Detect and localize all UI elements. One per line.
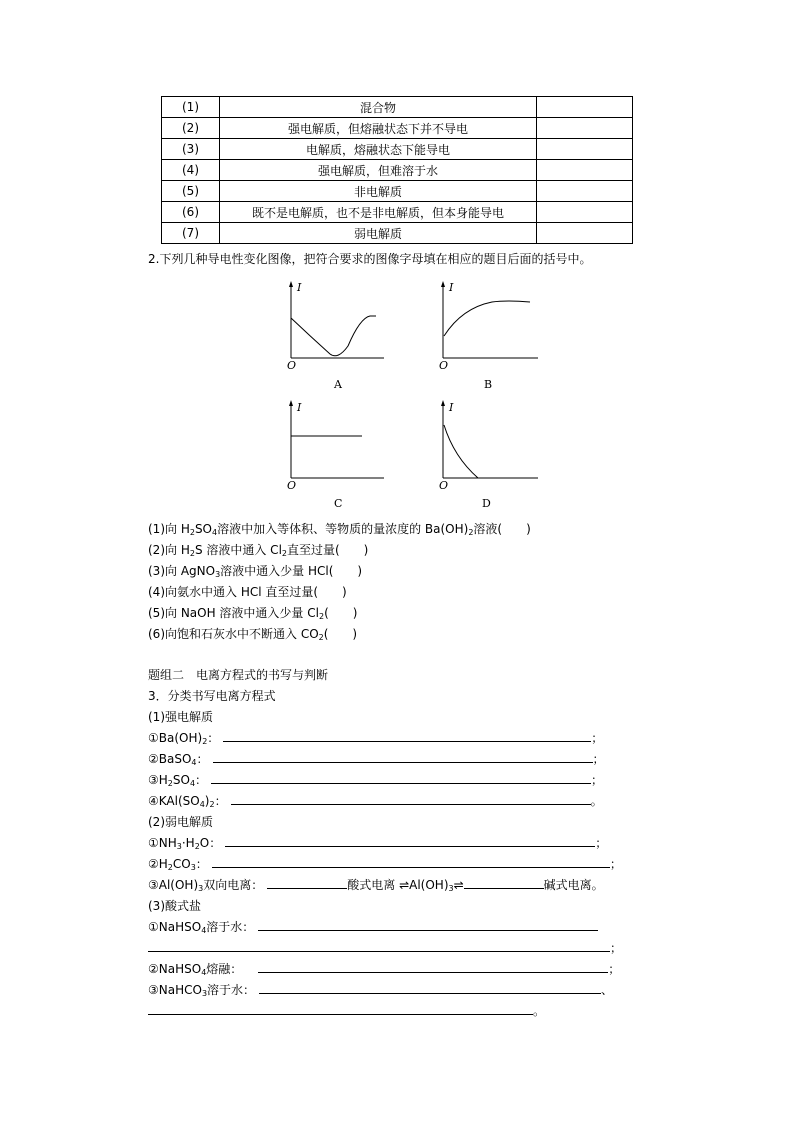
origin-label: O <box>439 359 449 372</box>
origin-label: O <box>439 479 449 492</box>
y-arrow-icon <box>441 281 445 287</box>
axis-i-label: I <box>449 281 454 294</box>
row-number: (5) <box>162 181 220 202</box>
table-row <box>162 160 633 181</box>
acid-salt-heading: (3)酸式盐 <box>148 899 201 913</box>
strong-item-4: $④KAl(SO_4)_2$： 。 <box>148 794 603 809</box>
electrolyte-table <box>161 96 633 244</box>
strong-electrolyte-heading: (1)强电解质 <box>148 710 213 724</box>
row-number: (6) <box>162 202 220 223</box>
acid-salt-item-2: ②NaHSO$_4$熔融： ； <box>148 962 621 977</box>
y-arrow-icon <box>289 281 293 287</box>
answer-blank[interactable] <box>258 918 598 931</box>
table-row <box>162 202 633 223</box>
answer-blank[interactable] <box>464 876 544 889</box>
table-row <box>162 139 633 160</box>
acid-salt-item-3: ③NaHCO$_3$溶于水： 、 <box>148 983 614 998</box>
q2-item-3: (3)向 AgNO$_3$溶液中通入少量 HCl( ) <box>148 564 363 579</box>
y-arrow-icon <box>289 400 293 406</box>
origin-label: O <box>287 479 297 492</box>
row-description: 既不是电解质，也不是非电解质，但本身能导电 <box>220 202 537 223</box>
axis-i-label: I <box>297 281 302 294</box>
row-number: (4) <box>162 160 220 181</box>
graph-a-label: A <box>334 378 342 390</box>
answer-blank[interactable] <box>213 750 593 763</box>
row-number: (7) <box>162 223 220 244</box>
row-number: (3) <box>162 139 220 160</box>
answer-cell[interactable] <box>537 97 633 118</box>
graph-b-curve <box>444 301 530 336</box>
weak-electrolyte-heading: (2)弱电解质 <box>148 815 213 829</box>
answer-blank[interactable] <box>148 1002 533 1015</box>
graph-a <box>280 278 390 390</box>
graph-a-curve <box>291 316 376 356</box>
row-description: 弱电解质 <box>220 223 537 244</box>
answer-blank[interactable] <box>231 792 591 805</box>
row-description: 非电解质 <box>220 181 537 202</box>
graph-d <box>432 397 544 509</box>
graph-b-label: B <box>484 378 493 390</box>
table-row <box>162 118 633 139</box>
strong-item-1: $①Ba(OH)_2$： ； <box>148 731 604 746</box>
section-title: 题组二 电离方程式的书写与判断 <box>148 668 329 682</box>
q2-item-4: (4)向氨水中通入 HCl 直至过量( ) <box>148 585 347 599</box>
acid-salt-item-3-cont: 。 <box>148 1002 545 1019</box>
answer-cell[interactable] <box>537 139 633 160</box>
strong-item-3: $③H_2SO_4$： ； <box>148 773 604 788</box>
q2-item-5: (5)向 NaOH 溶液中通入少量 $Cl_2$( ) <box>148 606 358 621</box>
axis-i-label: I <box>449 401 454 414</box>
answer-blank[interactable] <box>148 939 610 952</box>
acid-salt-item-1: ①NaHSO$_4$溶于水： <box>148 918 598 935</box>
table-row <box>162 181 633 202</box>
q2-item-1: (1)向 $H_2SO_4$溶液中加入等体积、等物质的量浓度的 $Ba(OH)_2$溶液( ) <box>148 522 531 537</box>
question-2-stem: 2.下列几种导电性变化图像，把符合要求的图像字母填在相应的题目后面的括号中。 <box>148 252 592 266</box>
graph-d-label: D <box>482 497 491 509</box>
row-description: 强电解质，但难溶于水 <box>220 160 537 181</box>
row-description: 混合物 <box>220 97 537 118</box>
answer-blank[interactable] <box>223 729 591 742</box>
graph-b <box>432 278 544 390</box>
answer-cell[interactable] <box>537 118 633 139</box>
row-description: 电解质，熔融状态下能导电 <box>220 139 537 160</box>
row-description: 强电解质，但熔融状态下并不导电 <box>220 118 537 139</box>
weak-item-3: $③Al(OH)_3$双向电离： 酸式电离 $\rightleftharpoons Al(OH)_3\rightleftharpoons$ 碱式电离。 <box>148 878 604 893</box>
answer-blank[interactable] <box>225 834 595 847</box>
q2-item-6: (6)向饱和石灰水中不断通入 $CO_2$( ) <box>148 627 358 642</box>
table-row <box>162 223 633 244</box>
answer-blank[interactable] <box>267 876 347 889</box>
row-number: (2) <box>162 118 220 139</box>
weak-item-1: $①NH_3\cdot H_2O$： ； <box>148 836 608 851</box>
answer-blank[interactable] <box>212 855 610 868</box>
answer-cell[interactable] <box>537 202 633 223</box>
answer-blank[interactable] <box>259 981 601 994</box>
graph-d-curve <box>444 425 478 478</box>
question-3-stem: 3．分类书写电离方程式 <box>148 689 276 703</box>
graph-c-label: C <box>334 497 343 509</box>
answer-blank[interactable] <box>211 771 591 784</box>
table-row <box>162 97 633 118</box>
origin-label: O <box>287 359 297 372</box>
graph-c <box>280 397 390 509</box>
answer-cell[interactable] <box>537 160 633 181</box>
y-arrow-icon <box>441 400 445 406</box>
weak-item-2: $②H_2CO_3$： ； <box>148 857 622 872</box>
acid-salt-item-1-cont: ； <box>148 939 622 956</box>
answer-cell[interactable] <box>537 181 633 202</box>
axis-i-label: I <box>297 401 302 414</box>
strong-item-2: ②BaSO$_4$： ； <box>148 752 605 767</box>
row-number: (1) <box>162 97 220 118</box>
answer-cell[interactable] <box>537 223 633 244</box>
answer-blank[interactable] <box>258 960 608 973</box>
q2-item-2: (2)向 $H_2S$ 溶液中通入 $Cl_2$直至过量( ) <box>148 543 369 558</box>
